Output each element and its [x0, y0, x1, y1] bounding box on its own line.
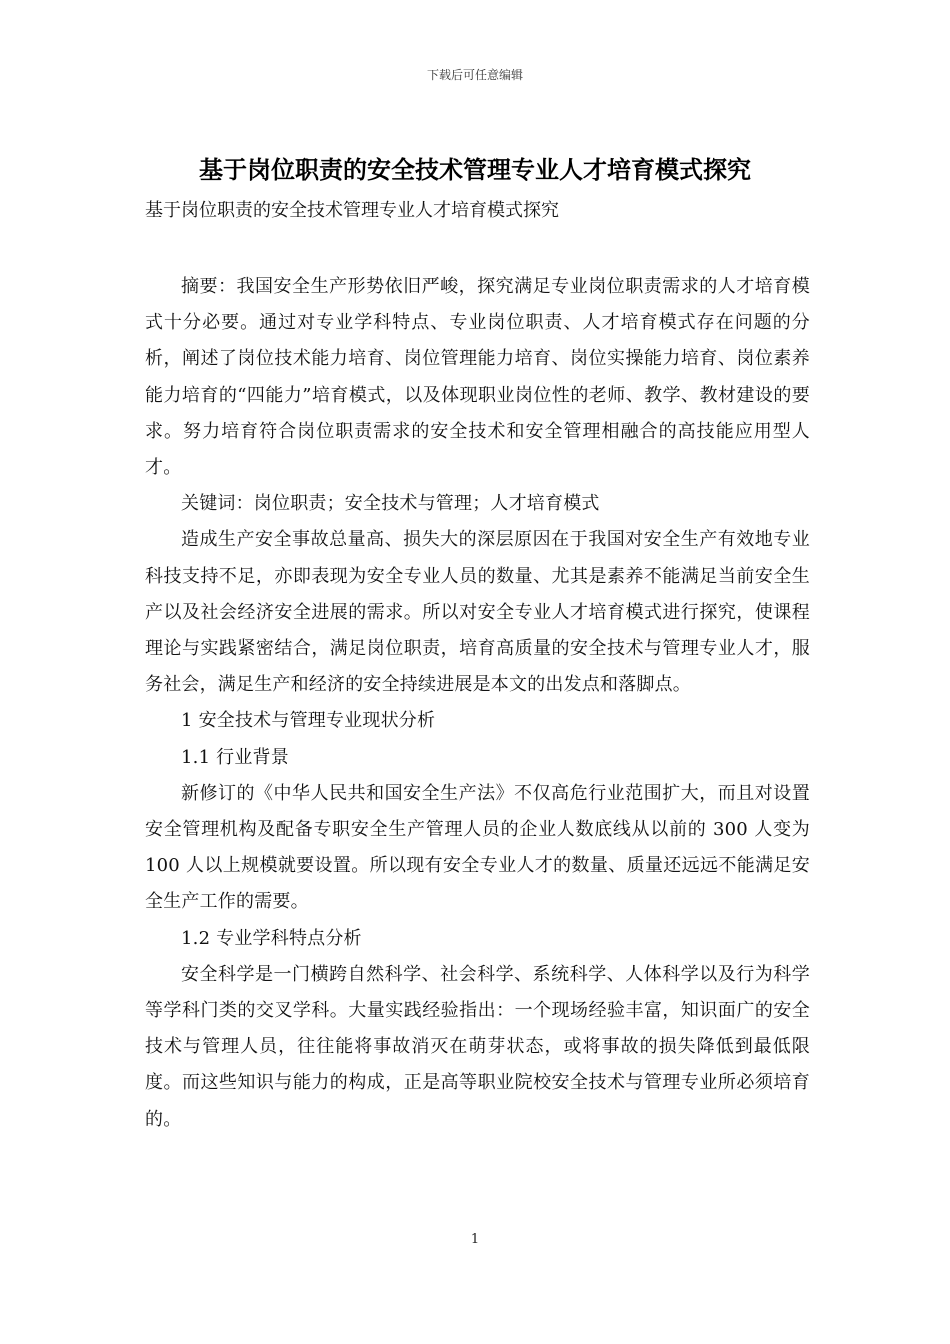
body-paragraph: 新修订的《中华人民共和国安全生产法》不仅高危行业范围扩大，而且对设置安全管理机构及配备专职安全生产管理人员的企业人数底线从以前的 300 人变为 100 人以上规模就要设置。所以现有安全专业人才的数量、质量还远远不能满足安全生产工作的需要。: [145, 782, 810, 913]
keywords-paragraph: 关键词：岗位职责；安全技术与管理；人才培育模式: [181, 493, 600, 515]
page-header: 下载后可任意编辑: [426, 68, 523, 82]
subsection-heading-1-1: 1.1 行业背景: [181, 746, 289, 768]
subsection-heading-1-2: 1.2 专业学科特点分析: [181, 927, 362, 949]
page-number: 1: [470, 1232, 480, 1247]
abstract-paragraph: 摘要：我国安全生产形势依旧严峻，探究满足专业岗位职责需求的人才培育模式十分必要。通过对专业学科特点、专业岗位职责、人才培育模式存在问题的分析，阐述了岗位技术能力培育、岗位管理能力培育、岗位实操能力培育、岗位素养能力培育的“四能力”培育模式，以及体现职业岗位性的老师、教学、教材建设的要求。努力培育符合岗位职责需求的安全技术和安全管理相融合的高技能应用型人才。: [145, 276, 810, 479]
document-body: [145, 269, 810, 1138]
intro-paragraph: 造成生产安全事故总量高、损失大的深层原因在于我国对安全生产有效地专业科技支持不足，亦即表现为安全专业人员的数量、尤其是素养不能满足当前安全生产以及社会经济安全进展的需求。所以对安全专业人才培育模式进行探究，使课程理论与实践紧密结合，满足岗位职责，培育高质量的安全技术与管理专业人才，服务社会，满足生产和经济的安全持续进展是本文的出发点和落脚点。: [145, 529, 810, 696]
section-heading-1: 1 安全技术与管理专业现状分析: [181, 710, 436, 732]
document-subtitle: 基于岗位职责的安全技术管理专业人才培育模式探究: [145, 200, 559, 221]
body-paragraph: 安全科学是一门横跨自然科学、社会科学、系统科学、人体科学以及行为科学等学科门类的交叉学科。大量实践经验指出：一个现场经验丰富，知识面广的安全技术与管理人员，往往能将事故消灭在萌芽状态，或将事故的损失降低到最低限度。而这些知识与能力的构成，正是高等职业院校安全技术与管理专业所必须培育的。: [145, 963, 810, 1130]
document-title: 基于岗位职责的安全技术管理专业人才培育模式探究: [199, 155, 751, 184]
